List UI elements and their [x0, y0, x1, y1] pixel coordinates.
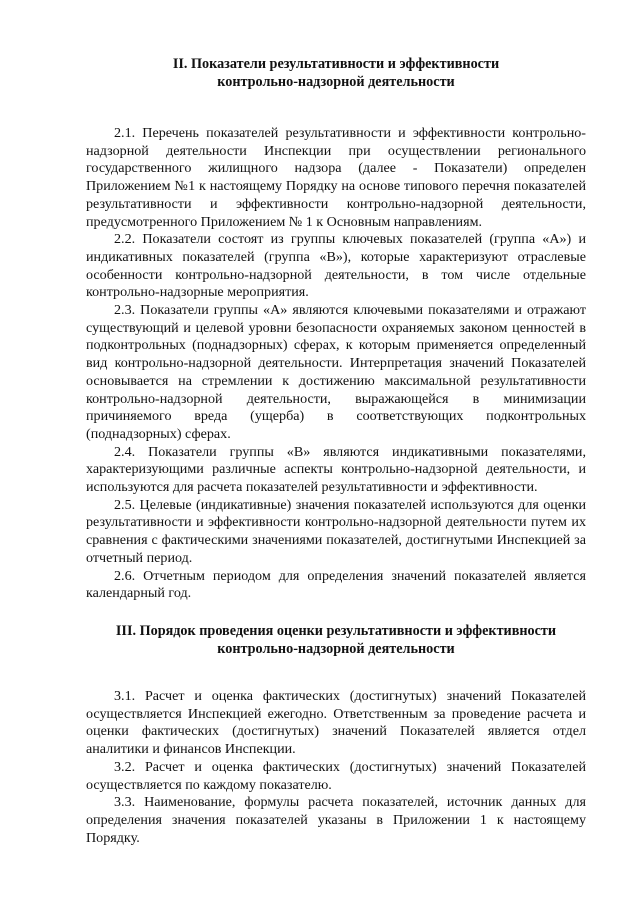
section-3-heading-line-2: контрольно-надзорной деятельности — [217, 640, 455, 657]
paragraph-3-1: 3.1. Расчет и оценка фактических (достигнутых) значений Показателей осуществляется Инспекцией ежегодно. Ответственным за проведение расчета и оценки фактических (достигнутых) значений Показателей является отдел аналитики и финансов Инспекции. — [86, 687, 586, 758]
paragraph-2-4: 2.4. Показатели группы «В» являются индикативными показателями, характеризующими различные аспекты контрольно-надзорной деятельности, и используются для расчета показателей результативности и эффективности. — [86, 443, 586, 496]
section-3-heading-line-1: III. Порядок проведения оценки результативности и эффективности — [115, 622, 557, 639]
paragraph-2-3: 2.3. Показатели группы «А» являются ключевыми показателями и отражают существующий и целевой уровни безопасности охраняемых законом ценностей в подконтрольных (поднадзорных) сферах, к которым применяется определенный вид контрольно-надзорной деятельности. Интерпретация значений Показателей основывается на стремлении к достижению максимальной результативности контрольно-надзорной деятельности, выражающейся в минимизации причиняемого вреда (ущерба) в соответствующих подконтрольных (поднадзорных) сферах. — [86, 302, 586, 442]
section-2-body — [86, 125, 586, 603]
section-2-heading-line-2: контрольно-надзорной деятельности — [217, 74, 455, 90]
paragraph-2-2: 2.2. Показатели состоят из группы ключевых показателей (группа «А») и индикативных показателей (группа «В»), которые характеризуют отраслевые особенности контрольно-надзорной деятельности, в том числе отдельные контрольно-надзорные мероприятия. — [86, 231, 586, 301]
section-3-body — [86, 688, 586, 847]
section-3-heading — [86, 622, 586, 658]
paragraph-3-2: 3.2. Расчет и оценка фактических (достигнутых) значений Показателей осуществляется по каждому показателю. — [86, 758, 586, 793]
paragraph-2-1: 2.1. Перечень показателей результативности и эффективности контрольно-надзорной деятельности Инспекции при осуществлении регионального государственного жилищного надзора (далее - Показатели) определен Приложением №1 к настоящему Порядку на основе типового перечня показателей результативности и эффективности контрольно-надзорной деятельности, предусмотренного Приложением № 1 к Основным направлениям. — [86, 125, 586, 230]
section-2-heading-line-1: II. Показатели результативности и эффективности — [172, 56, 500, 72]
section-2-heading — [86, 55, 586, 91]
paragraph-2-5: 2.5. Целевые (индикативные) значения показателей используются для оценки результативности и эффективности контрольно-надзорной деятельности путем их сравнения с фактическими значениями показателей, достигнутыми Инспекцией за отчетный период. — [86, 496, 586, 566]
paragraph-3-3: 3.3. Наименование, формулы расчета показателей, источник данных для определения значения показателей указаны в Приложении 1 к настоящему Порядку. — [86, 794, 586, 846]
paragraph-2-6: 2.6. Отчетным периодом для определения значений показателей является календарный год. — [86, 567, 586, 602]
